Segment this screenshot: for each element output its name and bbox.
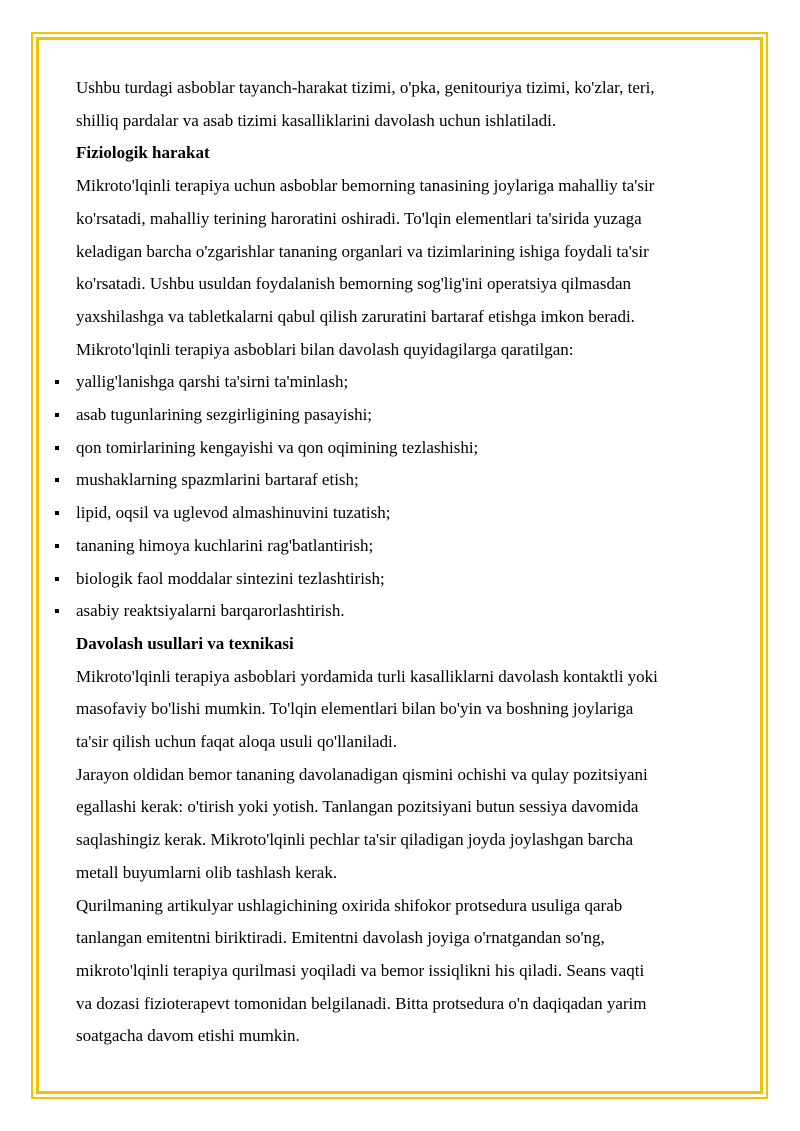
text-line: Ushbu turdagi asboblar tayanch-harakat tizimi, o'pka, genitouriya tizimi, ko'zlar, teri,	[76, 78, 655, 97]
list-item-text: yallig'lanishga qarshi ta'sirni ta'minlash;	[76, 372, 349, 392]
text-line: saqlashingiz kerak. Mikroto'lqinli pechlar ta'sir qiladigan joyda joylashgan barcha	[76, 830, 634, 850]
procedure-paragraph	[76, 890, 736, 1054]
text-line: masofaviy bo'lishi mumkin. To'lqin elementlari bilan bo'yin va boshning joylariga	[76, 699, 634, 719]
text-line: soatgacha davom etishi mumkin.	[76, 1026, 300, 1046]
list-item-text: mushaklarning spazmlarini bartaraf etish;	[76, 470, 359, 490]
list-item-text: biologik faol moddalar sintezini tezlashtirish;	[76, 568, 385, 588]
text-line: keladigan barcha o'zgarishlar tananing organlari va tizimlarining ishiga foydali ta'sir	[76, 241, 649, 261]
list-item	[76, 399, 736, 432]
treatment-methods-paragraph	[76, 661, 736, 759]
list-item	[76, 530, 736, 563]
bullet-icon	[55, 544, 59, 548]
text-line: ko'rsatadi, mahalliy terining haroratini oshiradi. To'lqin elementlari ta'sirida yuzaga	[76, 208, 642, 228]
physiological-action-paragraph	[76, 170, 736, 366]
text-line: Mikroto'lqinli terapiya asboblari yordamida turli kasalliklarni davolash kontaktli yoki	[76, 666, 658, 686]
section-heading-treatment-methods: Davolash usullari va texnikasi	[76, 633, 294, 653]
list-item-text: lipid, oqsil va uglevod almashinuvini tuzatish;	[76, 503, 391, 523]
intro-paragraph	[76, 72, 736, 137]
text-line: metall buyumlarni olib tashlash kerak.	[76, 862, 338, 882]
text-line: egallashi kerak: o'tirish yoki yotish. Tanlangan pozitsiyani butun sessiya davomida	[76, 797, 639, 817]
list-item-text: asab tugunlarining sezgirligining pasayishi;	[76, 405, 373, 425]
list-item-text: qon tomirlarining kengayishi va qon oqimining tezlashishi;	[76, 437, 479, 457]
list-item	[76, 595, 736, 628]
text-line: va dozasi fizioterapevt tomonidan belgilanadi. Bitta protsedura o'n daqiqadan yarim	[76, 993, 647, 1013]
bullet-icon	[55, 380, 59, 384]
bullet-icon	[55, 446, 59, 450]
text-line: mikroto'lqinli terapiya qurilmasi yoqiladi va bemor issiqlikni his qiladi. Seans vaqti	[76, 960, 645, 980]
text-line: Mikroto'lqinli terapiya uchun asboblar bemorning tanasining joylariga mahalliy ta'sir	[76, 176, 655, 196]
text-line: ko'rsatadi. Ushbu usuldan foydalanish bemorning sog'lig'ini operatsiya qilmasdan	[76, 274, 631, 294]
list-item	[76, 366, 736, 399]
text-line: Jarayon oldidan bemor tananing davolanadigan qismini ochishi va qulay pozitsiyani	[76, 764, 648, 784]
list-item	[76, 497, 736, 530]
text-line: shilliq pardalar va asab tizimi kasalliklarini davolash uchun ishlatiladi.	[76, 110, 557, 130]
list-item	[76, 432, 736, 465]
text-line: Mikroto'lqinli terapiya asboblari bilan davolash quyidagilarga qaratilgan:	[76, 339, 574, 359]
preparation-paragraph	[76, 759, 736, 890]
text-line: Qurilmaning artikulyar ushlagichining oxirida shifokor protsedura usuliga qarab	[76, 895, 623, 915]
text-line: tanlangan emitentni biriktiradi. Emitentni davolash joyiga o'rnatgandan so'ng,	[76, 928, 605, 948]
list-item	[76, 464, 736, 497]
text-line: yaxshilashga va tabletkalarni qabul qilish zaruratini bartaraf etishga imkon beradi.	[76, 306, 635, 326]
list-item	[76, 563, 736, 596]
bullet-icon	[55, 609, 59, 613]
treatment-goals-list	[76, 366, 736, 628]
bullet-icon	[55, 577, 59, 581]
list-item-text: asabiy reaktsiyalarni barqarorlashtirish.	[76, 601, 345, 621]
bullet-icon	[55, 478, 59, 482]
bullet-icon	[55, 413, 59, 417]
list-item-text: tananing himoya kuchlarini rag'batlantirish;	[76, 535, 374, 555]
bullet-icon	[55, 511, 59, 515]
text-line: ta'sir qilish uchun faqat aloqa usuli qo'llaniladi.	[76, 732, 398, 752]
document-body	[76, 72, 736, 1053]
section-heading-physiological-action: Fiziologik harakat	[76, 143, 210, 163]
